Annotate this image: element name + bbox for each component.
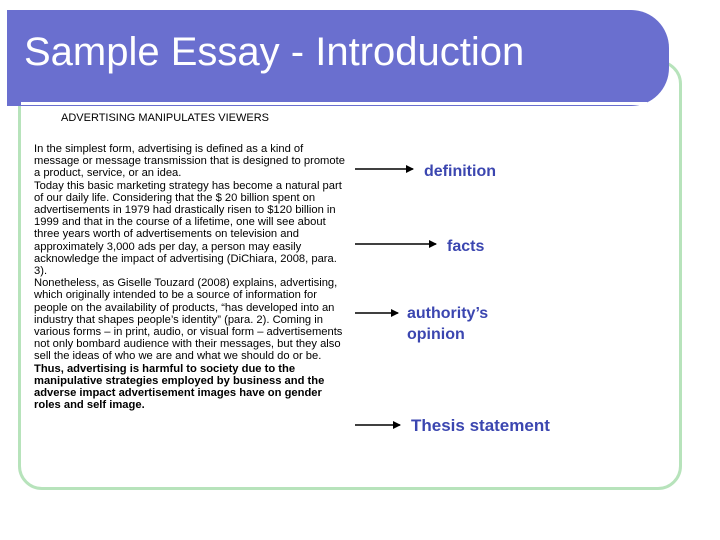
authority-opinion-label: authority’s opinion (407, 305, 489, 343)
facts-paragraph: Today this basic marketing strategy has become a natural part of our daily life. Considering that the $ 20 billion spent on advertisements in 1979 had drastically risen to $120 billion in 1999 and that in the course of a lifetime, one will see about three years worth of advertisements on television and approximately 3,000 ads per day, a person may easily acknowledge the impact of advertising (DiChiara, 2008, para. 3). (34, 179, 342, 278)
thesis-paragraph: Thus, advertising is harmful to society due to the manipulative strategies employed by business and the adverse impact advertisement images have on gender roles and self image. (34, 362, 325, 412)
slide-title: Sample Essay - Introduction (24, 30, 525, 74)
authority-paragraph: Nonetheless, as Giselle Touzard (2008) explains, advertising, which originally intended to be a source of information for people on the availability of products, “has developed into an industry that shapes people’s identity” (para. 2). Coming in various forms – in print, audio, or visual form – advertisements not only bombard audience with their messages, but they also sell the ideas of who we are and what we should do or be. (34, 277, 343, 363)
definition-label: definition (424, 163, 496, 180)
essay-subheading: ADVERTISING MANIPULATES VIEWERS (61, 112, 270, 124)
thesis-statement-label: Thesis statement (411, 416, 550, 435)
definition-paragraph: In the simplest form, advertising is defined as a kind of message or message transmission that is designed to promote a product, service, or an idea. (34, 143, 345, 180)
facts-label: facts (447, 238, 485, 255)
